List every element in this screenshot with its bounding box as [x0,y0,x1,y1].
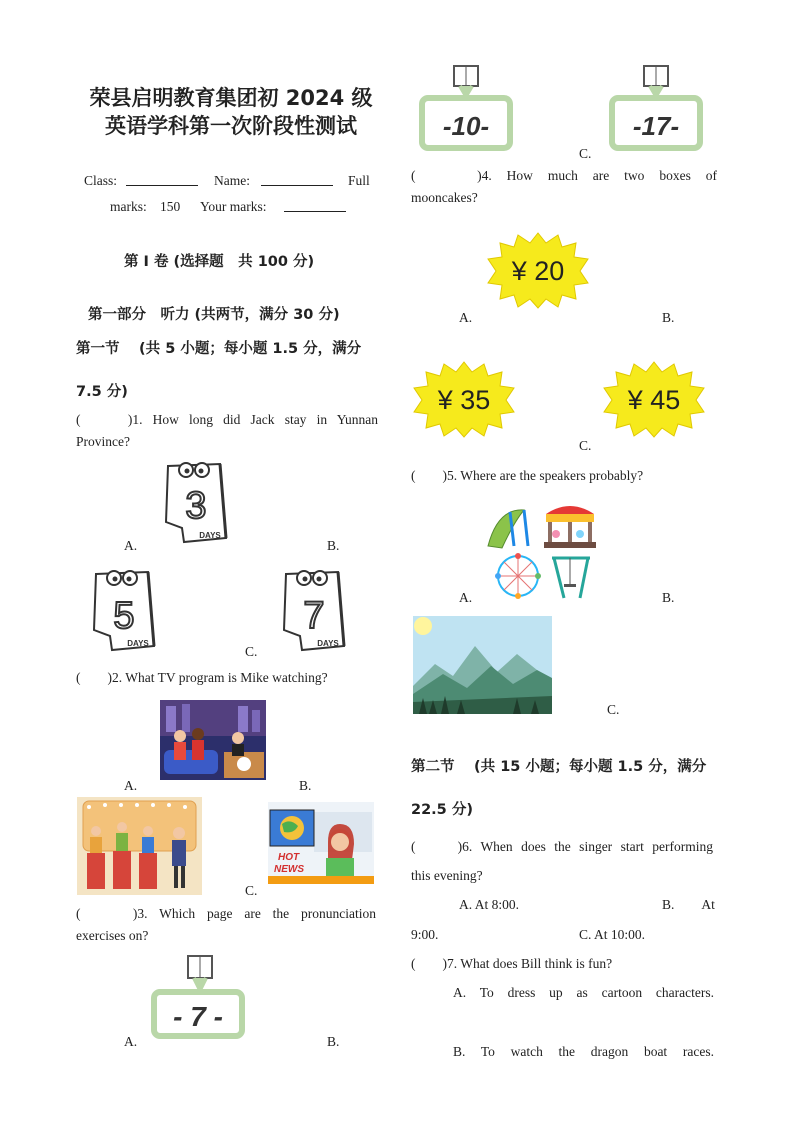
calendar-a-number: 3 [185,485,207,527]
calendar-5-days-icon [88,566,160,656]
q1-option-c[interactable]: C. [245,644,258,659]
section1-title: 第一节 (共 5 小题；每小题 1.5 分，满分 [76,341,362,357]
q6-option-b-cont: 9:00. [411,927,439,942]
q5-option-c[interactable]: C. [607,702,620,717]
q7-option-a[interactable]: A. To dress up as cartoon characters. [453,985,714,1000]
q6-option-a[interactable]: A. At 8:00. [459,897,520,912]
section2-title-cont: 22.5 分) [411,802,473,818]
mountain-landscape-image [413,616,552,714]
q4-option-c[interactable]: C. [579,438,592,453]
name-blank[interactable] [261,185,333,186]
marks-value: 150 [160,199,181,214]
q3-stem: ( )3. Which page are the pronunciation [76,906,376,921]
full-marks-label: Full [348,173,370,188]
page-7-number: - 7 - [173,1001,223,1032]
news-hot-text: HOT [278,852,300,863]
q6-option-b[interactable]: B. At [662,897,715,912]
calendar-c-number: 7 [303,595,325,637]
q5-option-b[interactable]: B. [662,590,675,605]
news-show-image [268,802,374,884]
q2-stem: ( )2. What TV program is Mike watching? [76,670,328,685]
class-blank[interactable] [126,185,198,186]
q2-option-a[interactable]: A. [124,778,138,793]
q4-option-b[interactable]: B. [662,310,675,325]
page-17-icon [608,62,704,152]
q7-stem: ( )7. What does Bill think is fun? [411,956,613,971]
exam-title-line2: 英语学科第一次阶段性测试 [105,114,357,138]
section2-title: 第二节 (共 15 小题；每小题 1.5 分，满分 [411,759,707,775]
exam-title-line1: 荣县启明教育集团初 2024 级 [89,86,373,110]
q3-option-a[interactable]: A. [124,1034,138,1049]
talk-show-image [160,700,266,780]
quiz-show-image [77,797,202,895]
days-label-b: DAYS [127,639,149,648]
page-10-icon [418,62,514,152]
price-35-burst [412,360,516,438]
price-20-burst [486,231,590,309]
your-marks-label: Your marks: [200,199,267,214]
name-label: Name: [214,173,250,188]
q3-stem-cont: exercises on? [76,928,149,943]
price-45-burst [602,360,706,438]
volume-title: 第 I 卷 (选择题 共 100 分) [124,254,315,270]
q1-option-a[interactable]: A. [124,538,138,553]
q6-stem: ( )6. When does the singer start performing [411,839,713,854]
q5-stem: ( )5. Where are the speakers probably? [411,468,644,483]
price-20-text: ¥ 20 [511,256,565,286]
calendar-7-days-icon [278,566,350,656]
q2-option-c[interactable]: C. [245,883,258,898]
calendar-3-days-icon [160,458,232,548]
q4-stem-cont: mooncakes? [411,190,478,205]
page-7-icon [150,950,248,1040]
q4-option-a[interactable]: A. [459,310,473,325]
amusement-park-image [484,498,602,604]
part1-title: 第一部分 听力 (共两节，满分 30 分) [88,307,340,323]
q6-option-c[interactable]: C. At 10:00. [579,927,646,942]
q1-option-b[interactable]: B. [327,538,340,553]
page-17-number: -17- [632,111,680,141]
q1-stem: ( )1. How long did Jack stay in Yunnan [76,412,378,427]
page-10-number: -10- [442,111,490,141]
your-marks-blank[interactable] [284,211,346,212]
q6-stem-cont: this evening? [411,868,483,883]
q5-option-a[interactable]: A. [459,590,473,605]
class-label: Class: [84,173,118,188]
days-label-c: DAYS [317,639,339,648]
price-35-text: ¥ 35 [437,385,491,415]
q3-option-c[interactable]: C. [579,146,592,161]
price-45-text: ¥ 45 [627,385,681,415]
q2-option-b[interactable]: B. [299,778,312,793]
news-news-text: NEWS [274,864,304,875]
marks-label: marks: [110,199,147,214]
days-label-a: DAYS [199,531,221,540]
q4-stem: ( )4. How much are two boxes of [411,168,717,183]
q7-option-b[interactable]: B. To watch the dragon boat races. [453,1044,714,1059]
q3-option-b[interactable]: B. [327,1034,340,1049]
section1-title-cont: 7.5 分) [76,384,128,400]
q1-stem-cont: Province? [76,434,130,449]
calendar-b-number: 5 [113,595,135,637]
